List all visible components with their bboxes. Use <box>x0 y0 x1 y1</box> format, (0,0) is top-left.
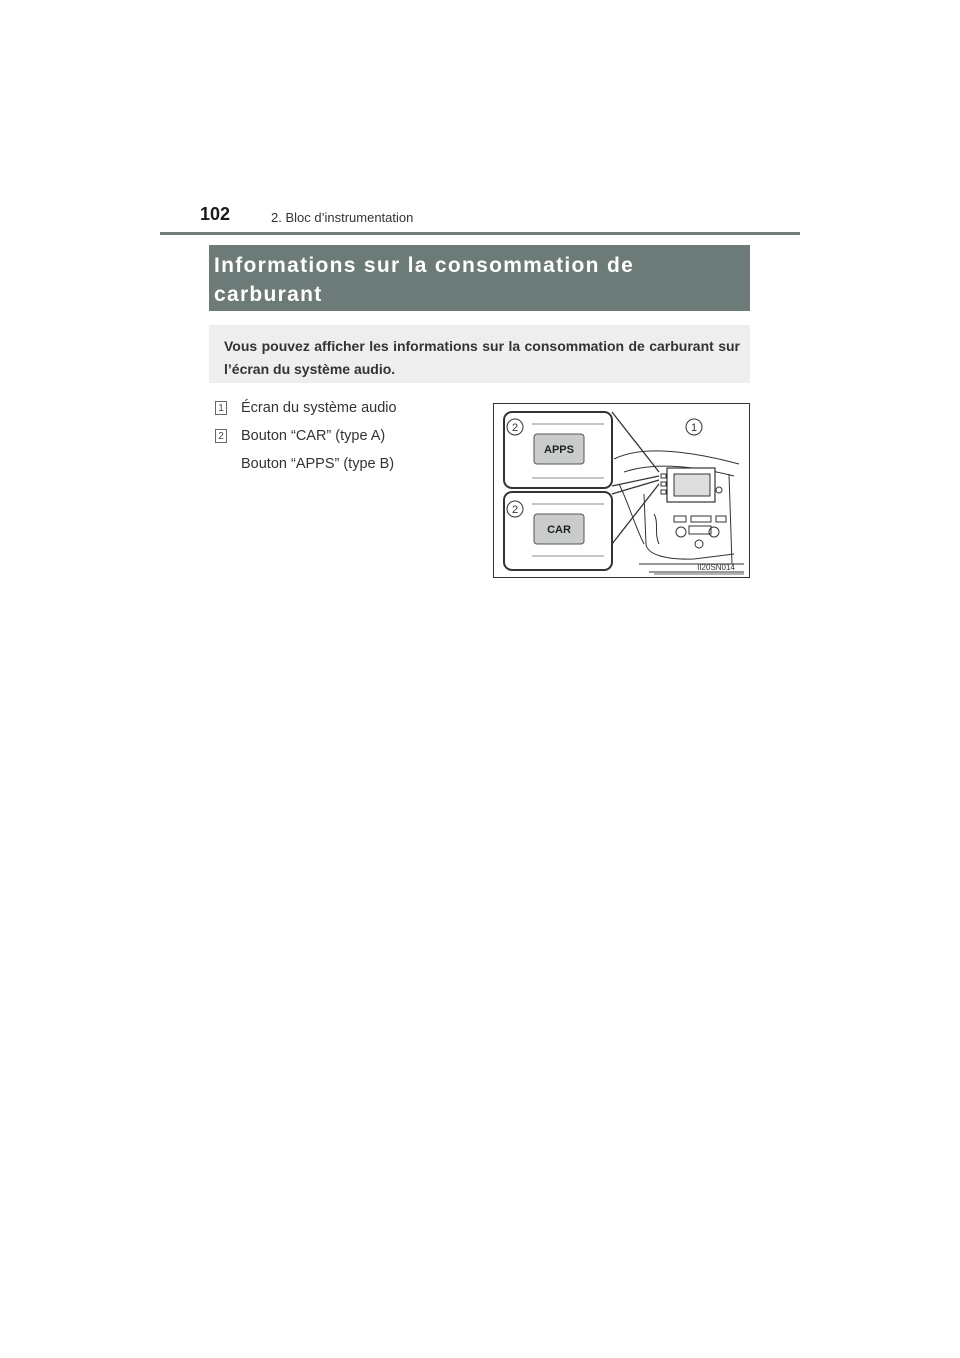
apps-button-label: APPS <box>544 444 574 456</box>
figure-code: II20SN014 <box>697 563 735 572</box>
legend-number: 1 <box>215 401 227 415</box>
page-number: 102 <box>200 204 231 224</box>
legend-item-3 <box>215 456 394 472</box>
header-rule <box>160 232 800 235</box>
car-button-label: CAR <box>547 524 571 536</box>
legend-item-1 <box>215 400 397 416</box>
legend-label: Écran du système audio <box>241 400 397 416</box>
audio-screen-drawing <box>661 468 722 502</box>
callout-1: 1 <box>690 422 698 434</box>
page-title <box>209 245 750 311</box>
title-line-1: Informations sur la consommation de <box>214 254 635 277</box>
title-line-2: carburant <box>214 283 323 306</box>
callout-2a: 2 <box>511 422 519 434</box>
dashboard-drawing <box>494 404 751 579</box>
legend-item-2 <box>215 428 385 444</box>
dashboard-illustration <box>493 403 750 578</box>
section-title: 2. Bloc d’instrumentation <box>271 210 414 225</box>
intro-text: Vous pouvez afficher les informations sur la consommation de carburant sur l’écran du système audio. <box>209 325 750 383</box>
legend-number: 2 <box>215 429 227 443</box>
legend-number-blank <box>215 457 227 471</box>
legend-label: Bouton “CAR” (type A) <box>241 428 386 444</box>
legend-label: Bouton “APPS” (type B) <box>241 456 395 472</box>
callout-2b: 2 <box>511 504 519 516</box>
